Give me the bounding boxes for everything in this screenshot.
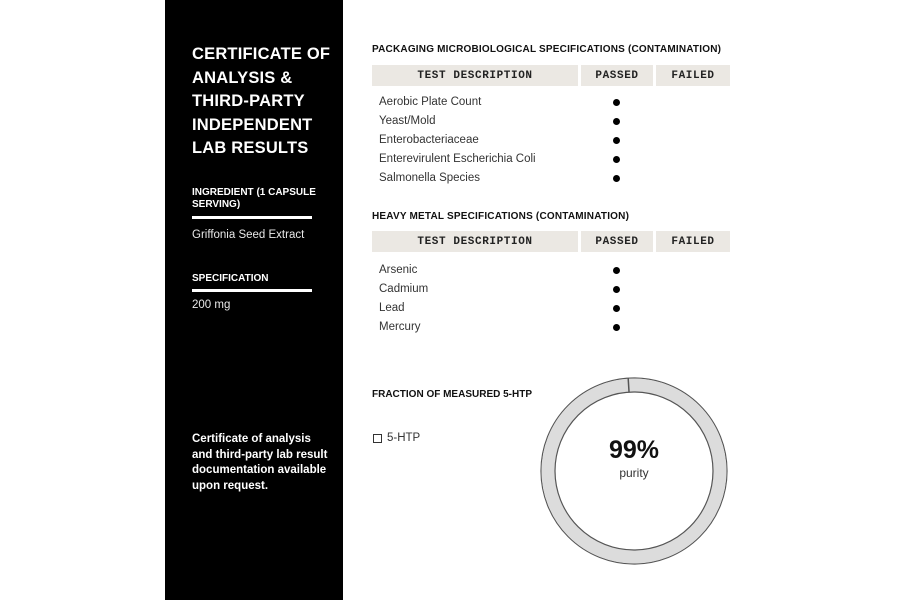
metal-header-failed: FAILED <box>656 231 730 252</box>
micro-header-description: TEST DESCRIPTION <box>372 65 578 86</box>
table-row <box>379 319 739 337</box>
passed-dot-icon <box>613 156 620 163</box>
microbiological-title: PACKAGING MICROBIOLOGICAL SPECIFICATIONS (CONTAMINATION) <box>372 44 722 55</box>
ingredient-label: INGREDIENT (1 CAPSULE SERVING) <box>192 187 316 210</box>
purity-caption: purity <box>619 466 649 480</box>
documentation-note: Certificate of analysis and third-party lab result documentation available upon request. <box>192 433 328 492</box>
ingredient-divider <box>192 216 312 219</box>
metal-name: Mercury <box>379 321 421 333</box>
micro-header-failed: FAILED <box>656 65 730 86</box>
donut-gap-marker <box>628 378 629 392</box>
certificate-title: CERTIFICATE OF ANALYSIS & THIRD-PARTY INDEPENDENT LAB RESULTS <box>192 45 331 157</box>
specification-divider <box>192 289 312 292</box>
legend-label: 5-HTP <box>387 432 421 444</box>
table-row <box>379 132 739 150</box>
passed-dot-icon <box>613 305 620 312</box>
metal-name: Arsenic <box>379 264 418 276</box>
sidebar-panel <box>165 0 343 600</box>
metal-name: Lead <box>379 302 405 314</box>
table-row <box>379 300 739 318</box>
legend-swatch-icon <box>373 434 382 443</box>
specification-label: SPECIFICATION <box>192 273 269 284</box>
passed-dot-icon <box>613 324 620 331</box>
metal-header-description: TEST DESCRIPTION <box>372 231 578 252</box>
heavy-metal-title: HEAVY METAL SPECIFICATIONS (CONTAMINATION) <box>372 211 630 222</box>
passed-dot-icon <box>613 267 620 274</box>
test-name: Enterobacteriaceae <box>379 134 479 146</box>
table-row <box>379 170 739 188</box>
ingredient-value: Griffonia Seed Extract <box>192 229 305 241</box>
micro-header-passed: PASSED <box>581 65 653 86</box>
passed-dot-icon <box>613 286 620 293</box>
passed-dot-icon <box>613 137 620 144</box>
table-row <box>379 151 739 169</box>
legend <box>373 431 420 445</box>
table-row <box>379 113 739 131</box>
test-name: Aerobic Plate Count <box>379 96 482 108</box>
test-name: Yeast/Mold <box>379 115 436 127</box>
table-row <box>379 94 739 112</box>
passed-dot-icon <box>613 99 620 106</box>
passed-dot-icon <box>613 118 620 125</box>
test-name: Salmonella Species <box>379 172 481 184</box>
specification-value: 200 mg <box>192 299 231 311</box>
metal-name: Cadmium <box>379 283 429 295</box>
table-row <box>379 262 739 280</box>
purity-value: 99% <box>608 436 660 464</box>
test-name: Enterevirulent Escherichia Coli <box>379 153 536 165</box>
table-row <box>379 281 739 299</box>
metal-header-passed: PASSED <box>581 231 653 252</box>
passed-dot-icon <box>613 175 620 182</box>
fraction-title: FRACTION OF MEASURED 5-HTP <box>372 389 532 400</box>
